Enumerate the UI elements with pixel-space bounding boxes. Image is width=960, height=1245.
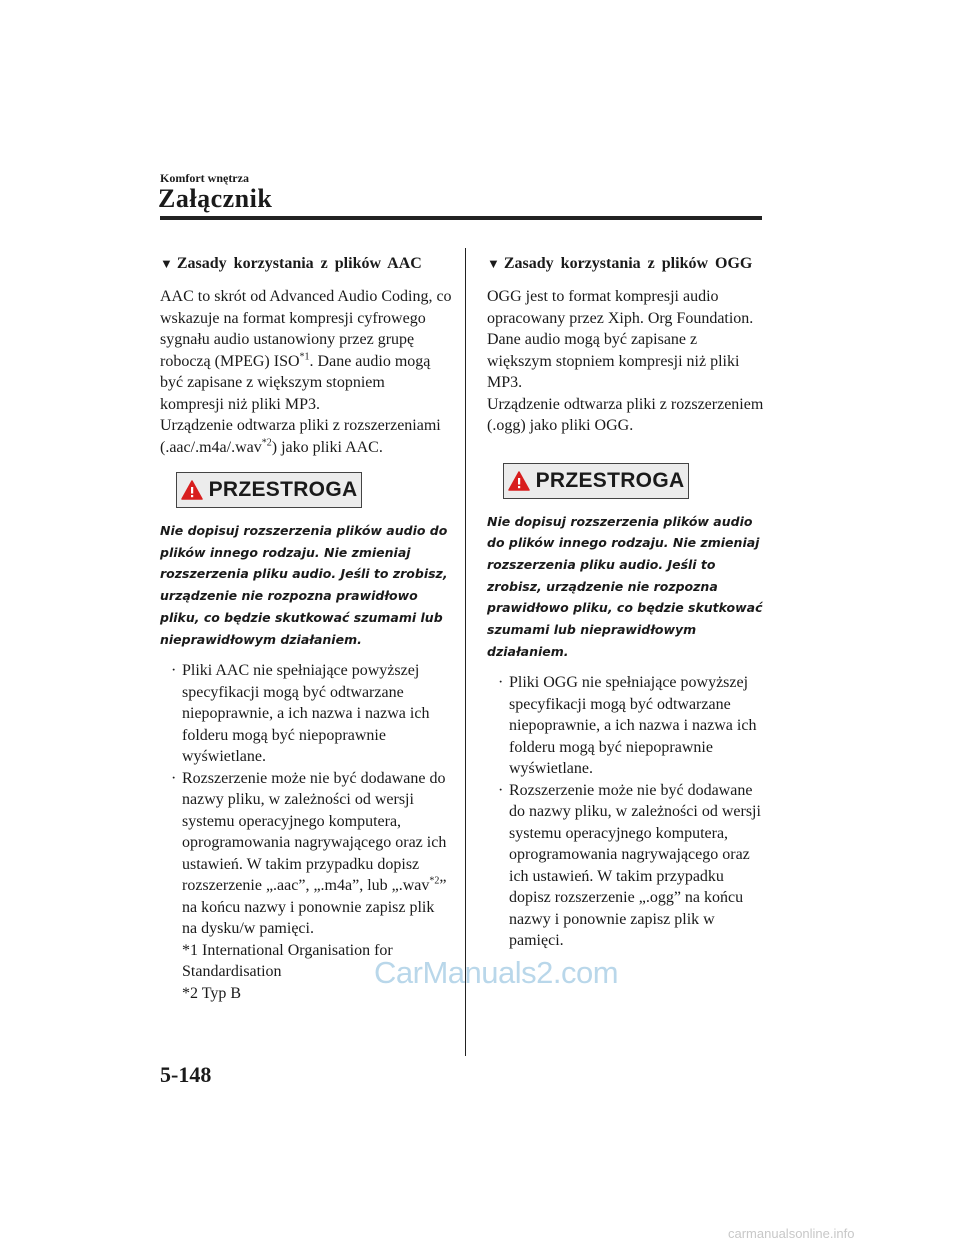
caution-box (503, 463, 689, 499)
ogg-section-title-text: Zasady korzystania z plików OGG (503, 255, 753, 272)
ogg-intro-2: Urządzenie odtwarza pliki z rozszerzeniem (.ogg) jako pliki OGG. (487, 395, 764, 434)
caution-box (176, 472, 362, 508)
aac-bullet-2-text-b: ” na końcu nazwy i ponownie zapisz plik na dysku/w pamięci. (182, 877, 447, 938)
warning-triangle-icon (508, 471, 530, 491)
footnote-2: *2 Typ B (182, 984, 242, 1002)
aac-section-title-text: Zasady korzystania z plików AAC (176, 255, 422, 272)
triangle-down-icon: ▼ (160, 256, 173, 271)
page-title: Załącznik (158, 184, 273, 213)
footnote-ref-1: *1 (299, 351, 310, 363)
watermark-logo: CarManuals2.com (374, 955, 619, 990)
aac-intro-text-c: Urządzenie odtwarza pliki z rozszerzeniami (.aac/.m4a/.wav (160, 417, 441, 456)
caution-text: Nie dopisuj rozszerzenia plików audio do plików innego rodzaju. Nie zmieniaj rozszerzenia pliku audio. Jeśli to zrobisz, urządzenie nie rozpozna prawidłowo pliku, co będzie skutkować szumami lub nieprawidłowym działaniem. (160, 523, 448, 647)
ogg-intro: OGG jest to format kompresji audio opracowany przez Xiph. Org Foundation. Dane audio mogą być zapisane z większym stopniem kompresji niż pliki MP3. (487, 288, 754, 391)
triangle-down-icon: ▼ (487, 256, 500, 271)
caution-text: Nie dopisuj rozszerzenia plików audio do plików innego rodzaju. Nie zmieniaj rozszerzenia pliku audio. Jeśli to zrobisz, urządzenie nie rozpozna prawidłowo pliku, co będzie skutkować szumami lub nieprawidłowym działaniem. (487, 513, 763, 659)
caution-label: PRZESTROGA (535, 468, 685, 492)
warning-triangle-icon (181, 480, 203, 500)
left-column (160, 252, 452, 1004)
ogg-section-title (487, 252, 765, 276)
aac-bullet-2 (160, 768, 452, 940)
footnote-ref-2: *2 (261, 437, 272, 449)
aac-intro-text-a: AAC to skrót od Advanced Audio Coding, co wskazuje na format kompresji cyfrowego sygnału audio ustanowiony przez grupę roboczą (MPEG) ISO (160, 288, 452, 370)
footnote-1: *1 International Organisation for Standardisation (182, 941, 393, 981)
aac-section-title (160, 252, 452, 276)
column-divider (465, 248, 466, 1056)
footnote-ref-2b: *2 (429, 875, 440, 887)
caution-label: PRZESTROGA (208, 478, 358, 501)
right-column (487, 252, 765, 952)
aac-intro-text-d: ) jako pliki AAC. (271, 438, 383, 456)
aac-bullet-2-text-a: Rozszerzenie może nie być dodawane do nazwy pliku, w zależności od wersji systemu operacyjnego komputera, oprogramowania nagrywającego oraz ich ustawień. W takim przypadku dopisz rozszerzenie „.aac”, „.m4a”, lub „.wav (182, 769, 447, 895)
aac-bullet-1: · Pliki AAC nie spełniające powyższej specyfikacji mogą być odtwarzane niepoprawnie, a ich nazwa i nazwa ich folderu mogą być niepoprawnie wyświetlane. (160, 660, 452, 768)
header-rule (160, 216, 762, 220)
page-number: 5-148 (160, 1062, 212, 1087)
aac-intro-text-b: . Dane audio mogą być zapisane z większym stopniem kompresji niż pliki MP3. (160, 352, 431, 413)
ogg-bullet-2: · Rozszerzenie może nie być dodawane do nazwy pliku, w zależności od wersji systemu operacyjnego komputera, oprogramowania nagrywającego oraz ich ustawień. W takim przypadku dopisz rozszerzenie „.ogg” na końcu nazwy i ponownie zapisz plik w pamięci. (487, 780, 765, 952)
footer-url: carmanualsonline.info (728, 1226, 855, 1241)
aac-intro-2 (160, 415, 452, 458)
ogg-bullet-1: · Pliki OGG nie spełniające powyższej specyfikacji mogą być odtwarzane niepoprawnie, a ich nazwa i nazwa ich folderu mogą być niepoprawnie wyświetlane. (487, 672, 765, 780)
section-subtitle: Komfort wnętrza (160, 171, 249, 185)
aac-intro (160, 286, 452, 415)
